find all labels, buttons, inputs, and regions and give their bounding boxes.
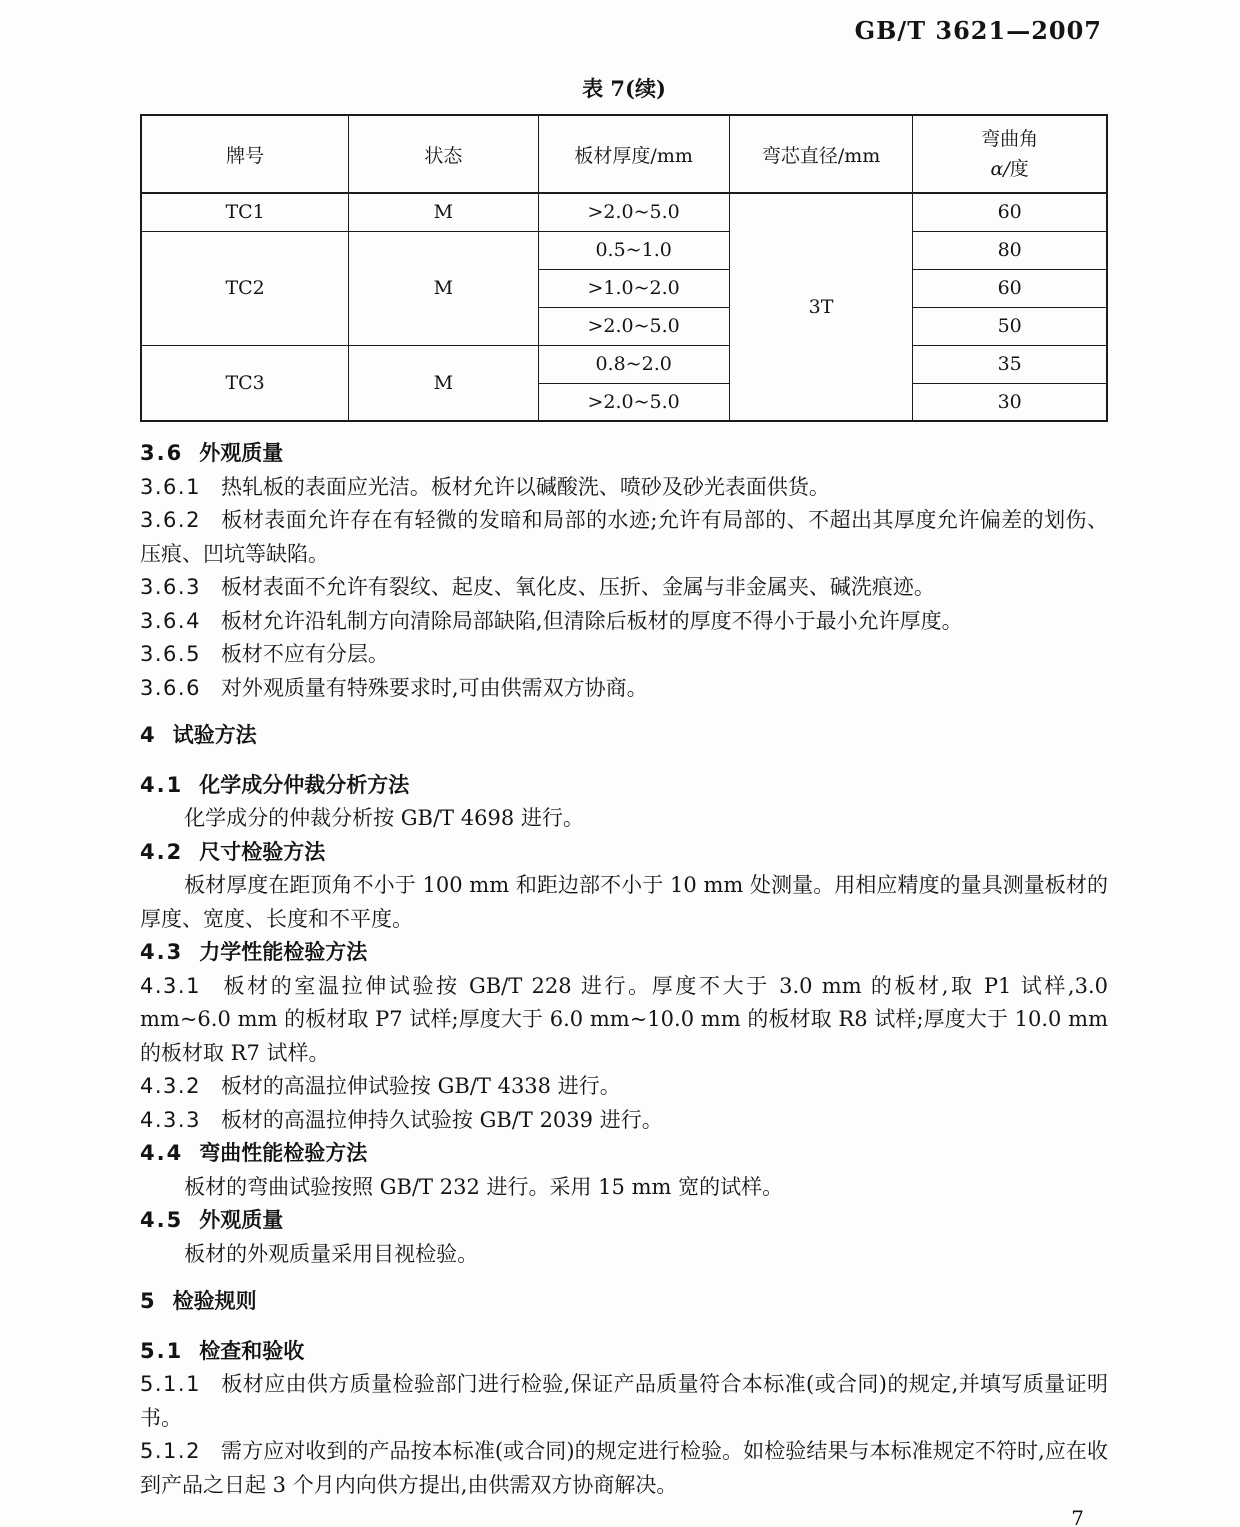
state-cell: M — [349, 193, 538, 231]
clause-text: 外观质量 — [199, 1208, 284, 1232]
clause-number: 4.4 — [140, 1141, 184, 1165]
clause-4-1-heading — [140, 769, 1108, 803]
clause-text: 检查和验收 — [199, 1338, 305, 1363]
table-title: 表 7(续) — [582, 76, 666, 101]
document-body — [140, 437, 1108, 1502]
clause-text: 化学成分仲裁分析方法 — [199, 772, 410, 797]
clause-4-1-body: 化学成分的仲裁分析按 GB/T 4698 进行。 — [184, 806, 584, 830]
clause-number: 5.1.1 — [140, 1372, 201, 1396]
clause-text: 板材表面不允许有裂纹、起皮、氧化皮、压折、金属与非金属夹、碱洗痕迹。 — [220, 575, 935, 599]
section-4-heading — [140, 719, 1108, 753]
clause-3-6-5 — [140, 638, 1108, 672]
clause-text: 需方应对收到的产品按本标准(或合同)的规定进行检验。如检验结果与本标准规定不符时,应在收到产品之日起 3 个月内向供方提出,由供需双方协商解决。 — [140, 1439, 1108, 1497]
clause-number: 4.2 — [140, 839, 184, 864]
clause-4-3-2 — [140, 1070, 1108, 1104]
col-header-thickness: 板材厚度/mm — [538, 115, 729, 193]
angle-cell: 30 — [913, 383, 1107, 421]
clause-text: 热轧板的表面应光洁。板材允许以碱酸洗、喷砂及砂光表面供货。 — [220, 474, 830, 499]
section-number: 5 — [140, 1289, 157, 1313]
clause-text: 尺寸检验方法 — [199, 839, 326, 864]
clause-number: 5.1 — [140, 1338, 184, 1363]
clause-number: 3.6.1 — [140, 474, 201, 499]
angle-cell: 80 — [913, 231, 1107, 269]
table-row — [141, 193, 1107, 231]
clause-text: 对外观质量有特殊要求时,可由供需双方协商。 — [220, 675, 648, 700]
clause-4-4-heading — [140, 1137, 1108, 1171]
clause-3-6-heading — [140, 437, 1108, 471]
clause-text: 板材的室温拉伸试验按 GB/T 228 进行。厚度不大于 3.0 mm 的板材,取 P1 试样,3.0 mm~6.0 mm 的板材取 P7 试样;厚度大于 6.0 mm~10.0 mm 的板材取 R8 试样;厚度大于 10.0 mm 的板材取 R7 试样。 — [140, 973, 1108, 1065]
thickness-cell: >2.0~5.0 — [538, 193, 729, 231]
col-header-state: 状态 — [349, 115, 538, 193]
clause-number: 4.3.2 — [140, 1074, 201, 1098]
clause-text: 板材不应有分层。 — [220, 642, 389, 666]
thickness-cell: >2.0~5.0 — [538, 383, 729, 421]
grade-cell: TC1 — [141, 193, 349, 231]
clause-number: 3.6.6 — [140, 675, 201, 700]
clause-number: 3.6.5 — [140, 642, 201, 666]
clause-3-6-6 — [140, 672, 1108, 706]
bend-core-diameter-cell: 3T — [729, 193, 913, 421]
clause-5-1-2 — [140, 1435, 1108, 1502]
angle-cell: 60 — [913, 269, 1107, 307]
clause-text: 板材表面允许存在有轻微的发暗和局部的水迹;允许有局部的、不超出其厚度允许偏差的划伤、压痕、凹坑等缺陷。 — [140, 508, 1108, 566]
clause-5-1-1 — [140, 1368, 1108, 1435]
clause-3-6-1 — [140, 471, 1108, 505]
clause-number: 4.3.1 — [140, 973, 201, 998]
clause-4-4-body: 板材的弯曲试验按照 GB/T 232 进行。采用 15 mm 宽的试样。 — [184, 1174, 784, 1199]
angle-cell: 50 — [913, 307, 1107, 345]
standard-code-header: GB/T 3621—2007 — [854, 16, 1102, 45]
clause-number: 3.6 — [140, 441, 184, 465]
col-header-bend-core-diameter: 弯芯直径/mm — [729, 115, 913, 193]
clause-text: 板材的高温拉伸持久试验按 GB/T 2039 进行。 — [220, 1107, 663, 1132]
clause-4-2-body: 板材厚度在距顶角不小于 100 mm 和距边部不小于 10 mm 处测量。用相应精度的量具测量板材的厚度、宽度、长度和不平度。 — [140, 873, 1108, 931]
section-title: 试验方法 — [172, 723, 257, 747]
col-header-grade: 牌号 — [141, 115, 349, 193]
clause-number: 4.3 — [140, 940, 184, 964]
table-row — [141, 231, 1107, 269]
thickness-cell: 0.5~1.0 — [538, 231, 729, 269]
state-cell: M — [349, 345, 538, 421]
clause-4-3-3 — [140, 1104, 1108, 1138]
thickness-cell: 0.8~2.0 — [538, 345, 729, 383]
page-number: 7 — [1071, 1506, 1084, 1527]
clause-3-6-2 — [140, 504, 1108, 571]
section-5-heading — [140, 1285, 1108, 1319]
clause-number: 4.1 — [140, 772, 184, 797]
clause-text: 力学性能检验方法 — [199, 940, 368, 964]
clause-number: 5.1.2 — [140, 1439, 201, 1463]
clause-4-5-body: 板材的外观质量采用目视检验。 — [184, 1241, 479, 1266]
clause-4-3-1 — [140, 970, 1108, 1071]
clause-number: 3.6.3 — [140, 575, 201, 599]
clause-text: 外观质量 — [199, 441, 284, 465]
grade-cell: TC3 — [141, 345, 349, 421]
clause-text: 板材的高温拉伸试验按 GB/T 4338 进行。 — [220, 1074, 621, 1098]
angle-cell: 35 — [913, 345, 1107, 383]
clause-text: 板材允许沿轧制方向清除局部缺陷,但清除后板材的厚度不得小于最小允许厚度。 — [220, 608, 963, 633]
thickness-cell: >1.0~2.0 — [538, 269, 729, 307]
thickness-cell: >2.0~5.0 — [538, 307, 729, 345]
clause-number: 4.5 — [140, 1208, 184, 1232]
table-header-row — [141, 115, 1107, 193]
clause-number: 4.3.3 — [140, 1107, 201, 1132]
section-title: 检验规则 — [172, 1289, 257, 1313]
clause-text: 板材应由供方质量检验部门进行检验,保证产品质量符合本标准(或合同)的规定,并填写质量证明书。 — [140, 1372, 1108, 1430]
angle-cell: 60 — [913, 193, 1107, 231]
clause-3-6-3 — [140, 571, 1108, 605]
clause-5-1-heading — [140, 1335, 1108, 1369]
clause-4-3-heading — [140, 936, 1108, 970]
grade-cell: TC2 — [141, 231, 349, 345]
clause-number: 3.6.4 — [140, 608, 201, 633]
col-header-bend-angle — [913, 115, 1107, 193]
bend-angle-unit: α/度 — [990, 158, 1029, 180]
clause-number: 3.6.2 — [140, 508, 201, 532]
clause-4-5-heading — [140, 1204, 1108, 1238]
state-cell: M — [349, 231, 538, 345]
table-7-continued — [140, 114, 1108, 422]
table-row — [141, 345, 1107, 383]
section-number: 4 — [140, 723, 157, 747]
clause-text: 弯曲性能检验方法 — [199, 1141, 368, 1165]
clause-3-6-4 — [140, 605, 1108, 639]
bend-angle-label: 弯曲角 — [981, 128, 1039, 150]
clause-4-2-heading — [140, 836, 1108, 870]
